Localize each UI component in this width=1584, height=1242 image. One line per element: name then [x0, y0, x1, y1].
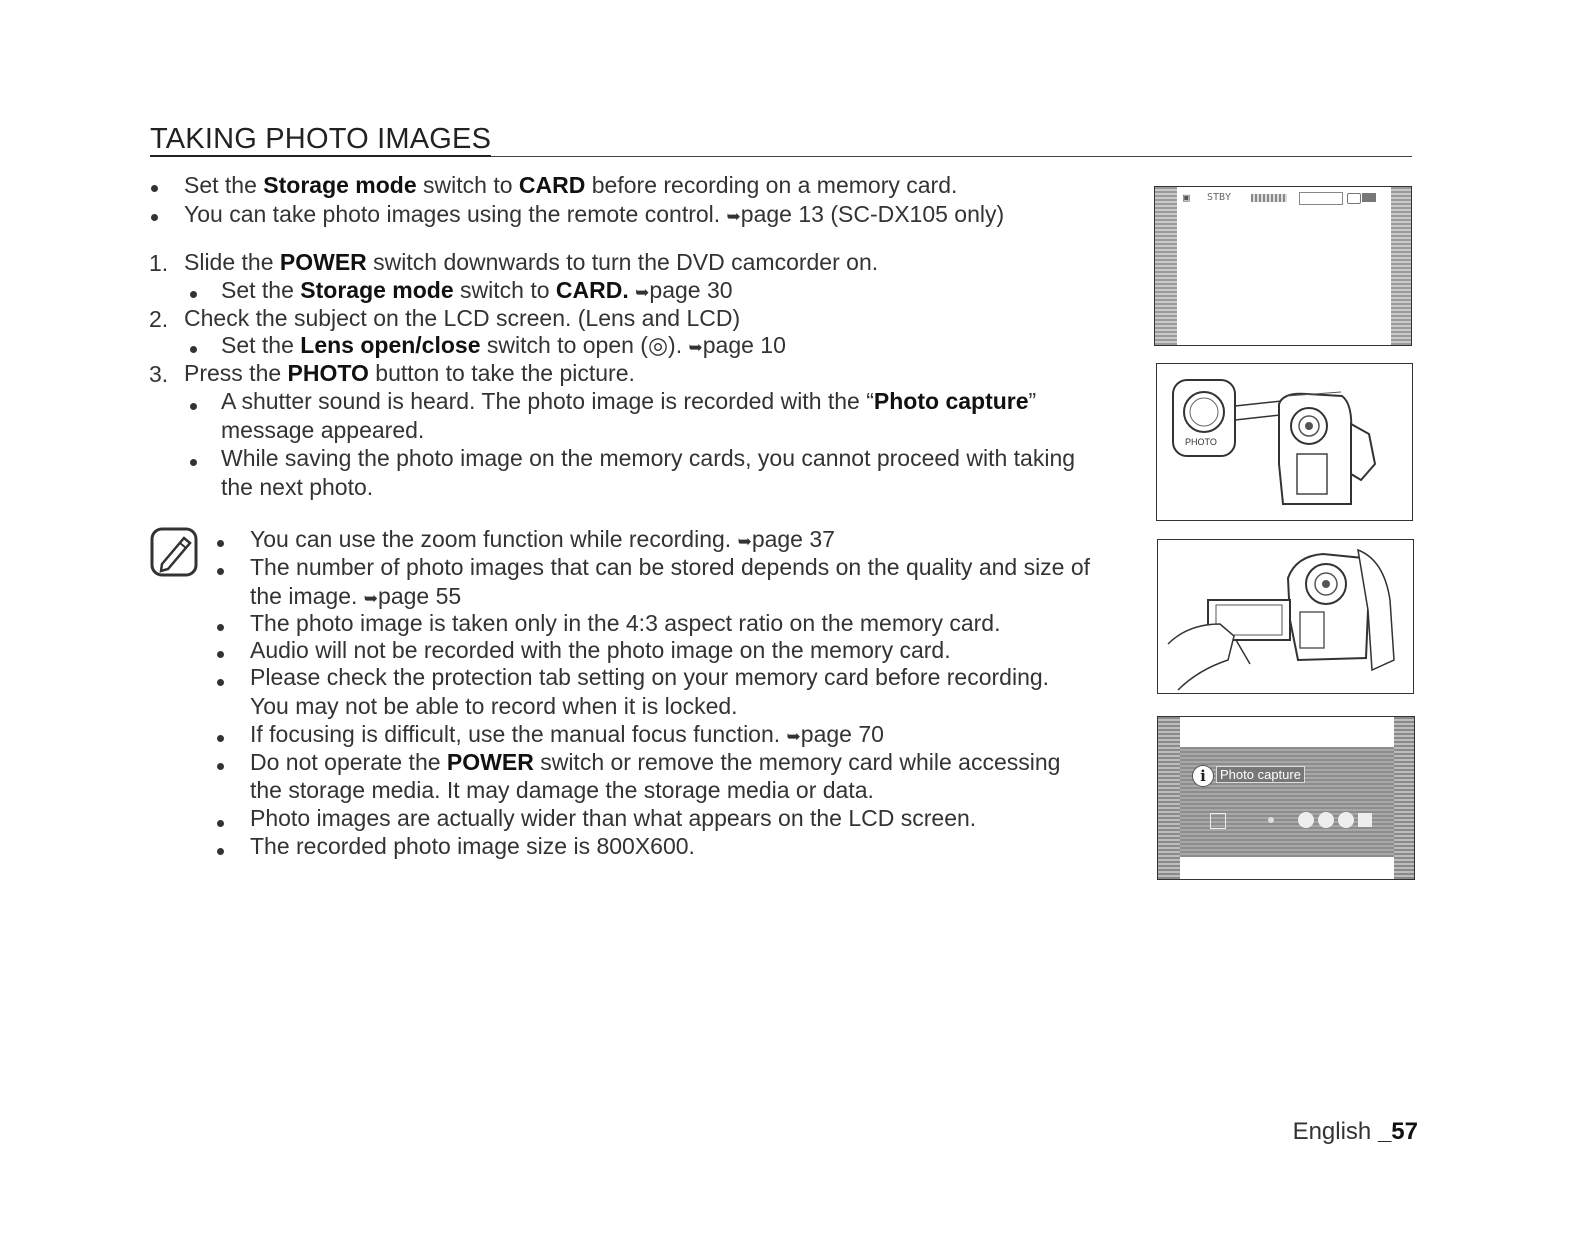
lcd-standby-illustration	[1154, 186, 1412, 346]
step-2-bullet: Set the Lens open/close switch to open (◎). ➥page 10	[221, 332, 786, 358]
mode-icon	[1210, 813, 1226, 829]
photo-button-illustration	[1156, 363, 1413, 521]
bullet-dot	[190, 346, 197, 353]
note-7-line-1: Do not operate the POWER switch or remove the memory card while accessing	[250, 749, 1061, 775]
quality-icon	[1338, 812, 1354, 828]
quality-icon	[1298, 812, 1314, 828]
lcd-side-bar	[1394, 717, 1414, 879]
note-pencil-icon	[150, 526, 200, 578]
lcd-side-bar	[1155, 187, 1177, 345]
note-8: Photo images are actually wider than what appears on the LCD screen.	[250, 805, 977, 831]
note-7-line-2: the storage media. It may damage the storage media or data.	[250, 777, 874, 803]
info-icon: i	[1192, 765, 1214, 787]
note-5-line-1: Please check the protection tab setting on your memory card before recording.	[250, 664, 1050, 690]
battery-icon	[1362, 193, 1376, 202]
quality-icon	[1318, 812, 1334, 828]
bullet-dot	[217, 651, 224, 658]
step-3-text: Press the PHOTO button to take the picture.	[184, 360, 635, 386]
step-1-text: Slide the POWER switch downwards to turn the DVD camcorder on.	[184, 249, 879, 275]
page-ref-arrow-icon: ➥	[688, 338, 703, 357]
camera-mode-icon: ▣	[1183, 191, 1190, 204]
bullet-dot	[190, 291, 197, 298]
note-6: If focusing is difficult, use the manual focus function. ➥page 70	[250, 721, 884, 747]
counter-readout	[1251, 194, 1287, 202]
bullet-dot	[217, 820, 224, 827]
bullet-dot	[217, 763, 224, 770]
page-footer: English _57	[1292, 1118, 1418, 1145]
step-number: 3.	[149, 361, 169, 387]
step-3-bullet-a-line-2: message appeared.	[221, 417, 425, 443]
remaining-time-box	[1299, 192, 1343, 205]
bullet-dot	[217, 679, 224, 686]
step-number: 2.	[149, 306, 169, 332]
step-3-bullet-b-line-1: While saving the photo image on the memory cards, you cannot proceed with taking	[221, 445, 1076, 471]
bullet-dot	[151, 185, 158, 192]
photo-capture-lcd-illustration	[1157, 716, 1415, 880]
photo-capture-message: Photo capture	[1216, 766, 1305, 783]
bullet-dot	[190, 459, 197, 466]
step-3-bullet-b-line-2: the next photo.	[221, 474, 374, 500]
page-ref-arrow-icon: ➥	[786, 727, 801, 746]
bullet-dot	[217, 735, 224, 742]
status-dot-icon	[1268, 817, 1274, 823]
lcd-side-bar	[1391, 187, 1411, 345]
note-2-line-1: The number of photo images that can be stored depends on the quality and size of	[250, 554, 1091, 580]
intro-line-2: You can take photo images using the remote control. ➥page 13 (SC-DX105 only)	[184, 201, 1005, 227]
page-title: TAKING PHOTO IMAGES	[150, 122, 1412, 157]
note-5-line-2: You may not be able to record when it is locked.	[250, 693, 738, 719]
step-1-bullet: Set the Storage mode switch to CARD. ➥page 30	[221, 277, 733, 303]
note-4: Audio will not be recorded with the photo image on the memory card.	[250, 637, 951, 663]
step-3-bullet-a-line-1: A shutter sound is heard. The photo image is recorded with the “Photo capture”	[221, 388, 1037, 414]
card-icon	[1358, 813, 1372, 827]
bullet-dot	[190, 403, 197, 410]
note-3: The photo image is taken only in the 4:3 aspect ratio on the memory card.	[250, 610, 1001, 636]
page-ref-arrow-icon: ➥	[635, 283, 650, 302]
bullet-dot	[151, 214, 158, 221]
page-ref-arrow-icon: ➥	[737, 532, 752, 551]
message-overlay	[1180, 747, 1394, 857]
page-ref-arrow-icon: ➥	[363, 589, 379, 608]
lcd-side-bar	[1158, 717, 1180, 879]
hands-holding-camcorder-illustration	[1157, 539, 1414, 694]
note-1: You can use the zoom function while recording. ➥page 37	[250, 526, 835, 552]
step-2-text: Check the subject on the LCD screen. (Lens and LCD)	[184, 305, 741, 331]
note-9: The recorded photo image size is 800X600.	[250, 833, 695, 859]
bullet-dot	[217, 848, 224, 855]
note-2-line-2: the image. ➥page 55	[250, 583, 462, 609]
bullet-dot	[217, 568, 224, 575]
page-ref-arrow-icon: ➥	[726, 207, 741, 226]
card-icon	[1347, 193, 1361, 204]
step-number: 1.	[149, 250, 169, 276]
bullet-dot	[217, 540, 224, 547]
bullet-dot	[217, 624, 224, 631]
lcd-status-text: STBY	[1207, 192, 1232, 203]
intro-line-1: Set the Storage mode switch to CARD before recording on a memory card.	[184, 172, 958, 198]
lens-open-icon: ◎	[647, 332, 669, 358]
photo-button-label: PHOTO	[1185, 437, 1217, 447]
